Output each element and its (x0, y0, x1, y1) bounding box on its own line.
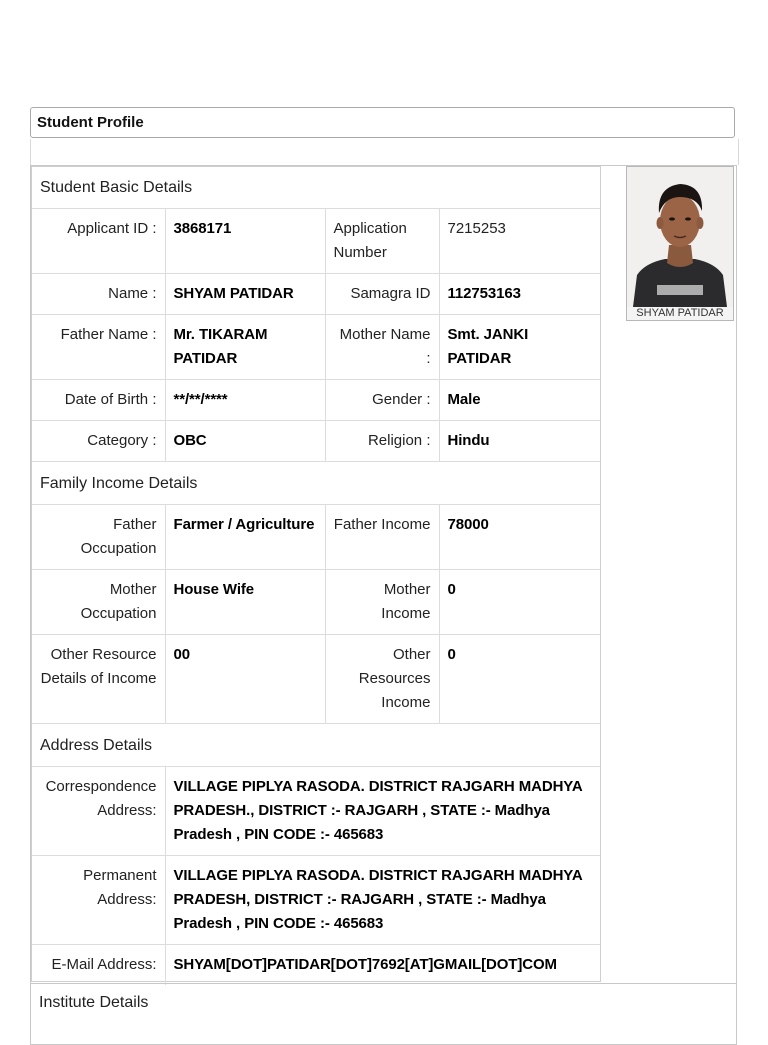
student-photo-image (627, 167, 733, 307)
correspondence-address-value: VILLAGE PIPLYA RASODA. DISTRICT RAJGARH MADHYA PRADESH., DISTRICT :- RAJGARH , STATE :- Madhya Pradesh , PIN CODE :- 465683 (165, 767, 600, 856)
applicant-id-label: Applicant ID : (32, 209, 165, 274)
mother-occupation-value: House Wife (165, 570, 325, 635)
mother-occupation-label: Mother Occupation (32, 570, 165, 635)
permanent-address-value: VILLAGE PIPLYA RASODA. DISTRICT RAJGARH MADHYA PRADESH, DISTRICT :- RAJGARH , STATE :- Madhya Pradesh , PIN CODE :- 465683 (165, 856, 600, 945)
page-title: Student Profile (30, 107, 735, 138)
correspondence-address-label: Correspondence Address: (32, 767, 165, 856)
student-photo (626, 166, 734, 321)
samagra-id-label: Samagra ID (325, 274, 439, 315)
dob-label: Date of Birth : (32, 380, 165, 421)
father-occupation-value: Farmer / Agriculture (165, 505, 325, 570)
category-label: Category : (32, 421, 165, 462)
applicant-id-value: 3868171 (165, 209, 325, 274)
other-resource-details-value: 00 (165, 635, 325, 724)
father-name-label: Father Name : (32, 315, 165, 380)
section-title-basic: Student Basic Details (40, 179, 193, 196)
student-details-table (32, 166, 600, 985)
permanent-address-label: Permanent Address: (32, 856, 165, 945)
email-value: SHYAM[DOT]PATIDAR[DOT]7692[AT]GMAIL[DOT]COM (165, 945, 600, 986)
other-resources-income-label: Other Resources Income (325, 635, 439, 724)
photo-caption: SHYAM PATIDAR (627, 307, 733, 320)
application-number-label: Application Number (325, 209, 439, 274)
religion-value: Hindu (439, 421, 600, 462)
father-occupation-label: Father Occupation (32, 505, 165, 570)
dob-value: **/**/**** (165, 380, 325, 421)
section-title-institute: Institute Details (31, 983, 736, 1024)
name-label: Name : (32, 274, 165, 315)
religion-label: Religion : (325, 421, 439, 462)
application-number-value: 7215253 (439, 209, 600, 274)
mother-name-value: Smt. JANKI PATIDAR (439, 315, 600, 380)
email-label: E-Mail Address: (32, 945, 165, 986)
father-income-label: Father Income (325, 505, 439, 570)
samagra-id-value: 112753163 (439, 274, 600, 315)
father-income-value: 78000 (439, 505, 600, 570)
section-title-address: Address Details (32, 724, 600, 767)
mother-name-label: Mother Name : (325, 315, 439, 380)
name-value: SHYAM PATIDAR (165, 274, 325, 315)
mother-income-label: Mother Income (325, 570, 439, 635)
gender-value: Male (439, 380, 600, 421)
spacer-band (30, 139, 739, 165)
father-name-value: Mr. TIKARAM PATIDAR (165, 315, 325, 380)
category-value: OBC (165, 421, 325, 462)
section-title-income: Family Income Details (32, 462, 600, 505)
other-resources-income-value: 0 (439, 635, 600, 724)
other-resource-details-label: Other Resource Details of Income (32, 635, 165, 724)
mother-income-value: 0 (439, 570, 600, 635)
gender-label: Gender : (325, 380, 439, 421)
